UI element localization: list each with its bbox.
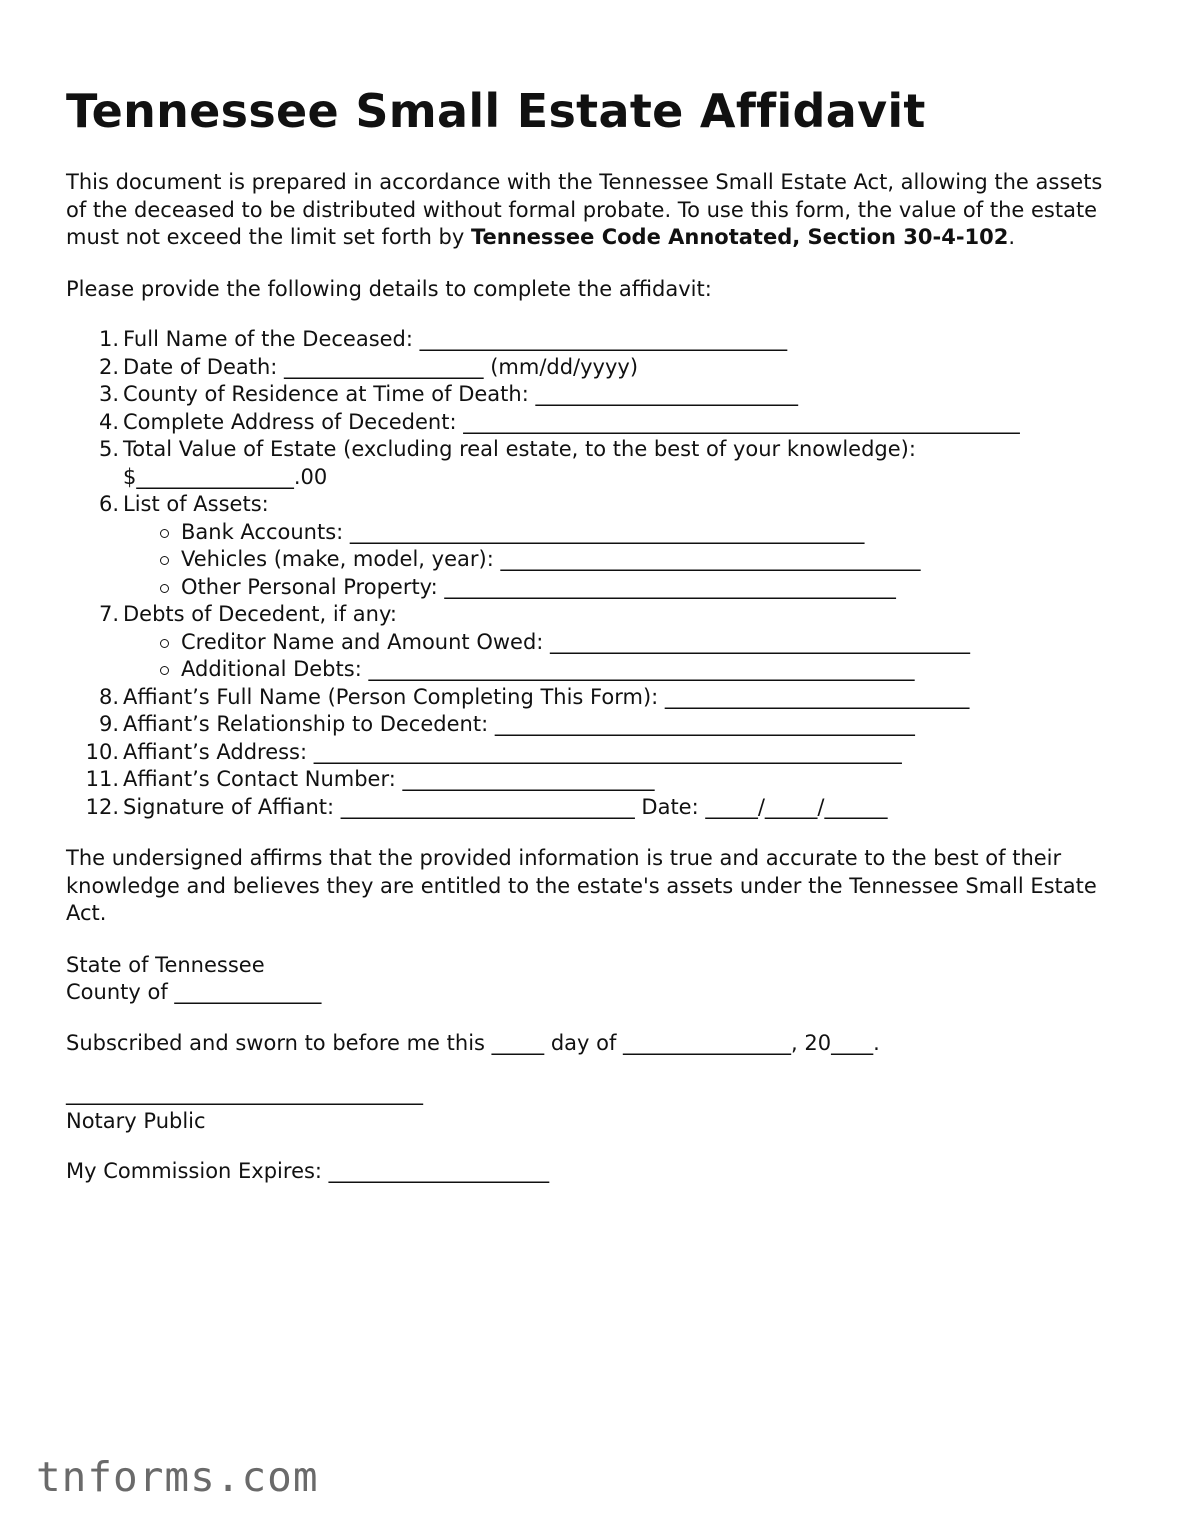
site-watermark: tnforms.com <box>36 1453 319 1501</box>
item-county-of-residence <box>66 381 1126 409</box>
item-number: 11. <box>85 767 119 791</box>
state-line: State of Tennessee <box>66 952 265 977</box>
asset-personal-property <box>181 574 1126 602</box>
item-date-of-death <box>66 354 1126 382</box>
item-number: 1. <box>98 327 119 351</box>
item-text: Affiant’s Relationship to Decedent: ________________________________________ <box>123 712 915 736</box>
notary-label: Notary Public <box>66 1108 206 1133</box>
bullet-icon <box>160 529 169 538</box>
code-reference: Tennessee Code Annotated, Section 30-4-102 <box>471 225 1009 249</box>
item-number: 10. <box>85 739 119 764</box>
asset-bank-accounts <box>181 519 1126 547</box>
sworn-statement: Subscribed and sworn to before me this _____ day of ________________, 20____. <box>66 1030 880 1055</box>
instructions-prompt: Please provide the following details to complete the affidavit: <box>66 276 712 301</box>
item-affiant-relationship <box>66 711 1126 739</box>
bullet-icon <box>160 584 169 593</box>
bullet-icon <box>160 666 169 675</box>
item-number: 5. <box>98 437 119 461</box>
subitem-text: Vehicles (make, model, year): ________________________________________ <box>181 547 921 571</box>
item-text: Affiant’s Full Name (Person Completing This Form): _____________________________ <box>123 684 970 709</box>
item-affiant-address <box>66 739 1126 767</box>
intro-paragraph <box>66 169 1126 252</box>
county-line: County of ______________ <box>66 980 322 1004</box>
document-page <box>66 80 1126 1186</box>
page-title: Tennessee Small Estate Affidavit <box>66 84 926 138</box>
item-decedent-address <box>66 409 1126 437</box>
item-text: Complete Address of Decedent: _____________________________________________________ <box>123 409 1020 434</box>
item-number: 2. <box>98 354 119 379</box>
item-number: 4. <box>98 409 119 434</box>
notary-signature-line: __________________________________ <box>66 1081 423 1105</box>
bullet-icon <box>160 639 169 648</box>
subitem-text: Other Personal Property: ___________________________________________ <box>181 574 896 599</box>
subitem-text: Bank Accounts: _________________________________________________ <box>181 519 865 544</box>
item-text: Affiant’s Contact Number: ________________________ <box>123 767 655 791</box>
intro-text: This document is prepared in accordance with the Tennessee Small Estate Act, allowing the assets of the deceased to be distributed without formal probate. To use this form, the value of the estate must not exceed the limit set forth by <box>66 170 1103 249</box>
item-deceased-name <box>66 326 1126 354</box>
item-number: 7. <box>98 602 119 626</box>
item-text: List of Assets: <box>123 492 269 516</box>
item-number: 12. <box>85 794 119 819</box>
item-estate-value <box>66 436 1126 491</box>
item-text: Debts of Decedent, if any: <box>123 602 397 626</box>
debt-additional <box>181 656 1126 684</box>
details-list <box>66 326 1126 821</box>
item-text: Full Name of the Deceased: ___________________________________ <box>123 327 788 351</box>
debts-list <box>123 629 1126 684</box>
item-text: Signature of Affiant: ____________________________ Date: _____/_____/______ <box>123 794 888 819</box>
debt-creditor <box>181 629 1126 657</box>
item-affiant-contact <box>66 766 1126 794</box>
affirmation-paragraph: The undersigned affirms that the provided information is true and accurate to the best of their knowledge and believes they are entitled to the estate's assets under the Tennessee Small Estate Act. <box>66 846 1097 925</box>
item-text: County of Residence at Time of Death: _________________________ <box>123 382 798 406</box>
subitem-text: Creditor Name and Amount Owed: ________________________________________ <box>181 629 971 654</box>
item-debts <box>66 601 1126 684</box>
commission-expires: My Commission Expires: _____________________ <box>66 1159 550 1183</box>
item-affiant-name <box>66 684 1126 712</box>
item-text: Affiant’s Address: ________________________________________________________ <box>123 739 902 764</box>
asset-vehicles <box>181 546 1126 574</box>
item-list-of-assets <box>66 491 1126 601</box>
item-number: 6. <box>98 492 119 516</box>
assets-list <box>123 519 1126 602</box>
item-number: 8. <box>98 684 119 709</box>
item-text: Total Value of Estate (excluding real estate, to the best of your knowledge): $_______________.00 <box>123 437 916 489</box>
intro-end: . <box>1008 225 1016 249</box>
item-text: Date of Death: ___________________ (mm/dd/yyyy) <box>123 354 639 379</box>
bullet-icon <box>160 556 169 565</box>
item-number: 3. <box>98 382 119 406</box>
item-affiant-signature <box>66 794 1126 822</box>
item-number: 9. <box>98 712 119 736</box>
subitem-text: Additional Debts: ____________________________________________________ <box>181 657 915 681</box>
